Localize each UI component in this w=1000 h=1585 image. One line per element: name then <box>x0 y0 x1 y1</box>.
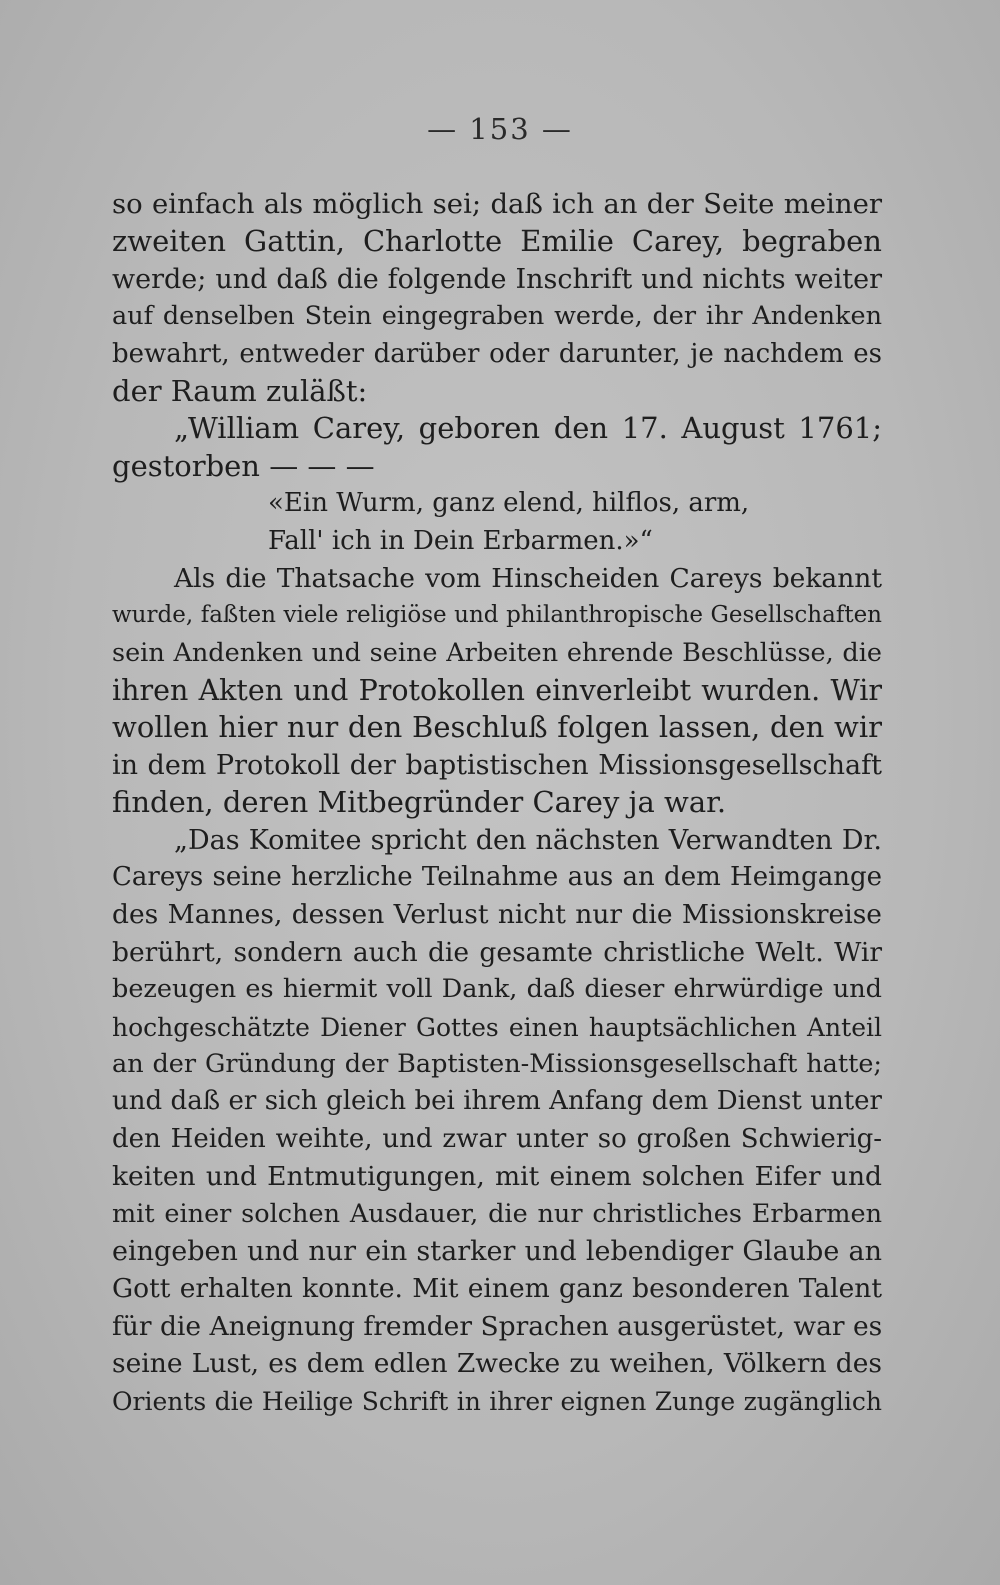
text-line: ihren Akten und Protokollen einverleibt wurden. Wir <box>112 674 882 708</box>
text-line: wollen hier nur den Beschluß folgen lassen, den wir <box>112 710 882 745</box>
verse-line: Fall' ich in Dein Erbarmen.»“ <box>268 525 653 556</box>
text-line: Careys seine herzliche Teilnahme aus an dem Heimgange <box>112 862 882 893</box>
text-line: berührt, sondern auch die gesamte christliche Welt. Wir <box>112 936 882 968</box>
text-line: zweiten Gattin, Charlotte Emilie Carey, begraben <box>112 224 882 259</box>
text-line: und daß er sich gleich bei ihrem Anfang dem Dienst unter <box>112 1086 882 1117</box>
text-line: wurde, faßten viele religiöse und philanthropische Gesellschaften <box>112 602 882 629</box>
text-line: in dem Protokoll der baptistischen Missionsgesellschaft <box>112 749 882 781</box>
text-line: bewahrt, entweder darüber oder darunter, je nachdem es <box>112 338 882 369</box>
text-line: für die Aneignung fremder Sprachen ausgerüstet, war es <box>112 1310 883 1342</box>
text-line: an der Gründung der Baptisten-Missionsgesellschaft hatte; <box>112 1048 882 1079</box>
text-line: des Mannes, dessen Verlust nicht nur die Missionskreise <box>112 899 882 931</box>
text-line: auf denselben Stein eingegraben werde, der ihr Andenken <box>112 301 882 332</box>
text-line: werde; und daß die folgende Inschrift und nichts weiter <box>112 263 882 295</box>
page-number: — 153 — <box>427 112 573 146</box>
body-text <box>112 186 882 1420</box>
text-line: sein Andenken und seine Arbeiten ehrende Beschlüsse, die <box>112 637 882 668</box>
text-line: finden, deren Mitbegründer Carey ja war. <box>112 785 727 820</box>
text-line: Als die Thatsache vom Hinscheiden Careys bekannt <box>174 562 882 594</box>
text-line: hochgeschätzte Diener Gottes einen hauptsächlichen Anteil <box>112 1012 882 1042</box>
text-line: keiten und Entmutigungen, mit einem solchen Eifer und <box>112 1161 882 1193</box>
text-line: „Das Komitee spricht den nächsten Verwandten Dr. <box>174 824 882 856</box>
text-line: bezeugen es hiermit voll Dank, daß dieser ehrwürdige und <box>112 974 882 1005</box>
text-line: eingeben und nur ein starker und lebendiger Glaube an <box>112 1235 882 1267</box>
verse-line: «Ein Wurm, ganz elend, hilflos, arm, <box>268 488 750 519</box>
text-line: „William Carey, geboren den 17. August 1761; <box>174 411 882 446</box>
text-line: der Raum zuläßt: <box>112 373 368 408</box>
text-line: seine Lust, es dem edlen Zwecke zu weihen, Völkern des <box>112 1348 882 1380</box>
text-line: Orients die Heilige Schrift in ihrer eignen Zunge zugänglich <box>112 1386 882 1416</box>
text-line: gestorben — — — <box>112 448 375 483</box>
text-line: den Heiden weihte, und zwar unter so großen Schwierig- <box>112 1123 882 1154</box>
text-line: Gott erhalten konnte. Mit einem ganz besonderen Talent <box>112 1273 882 1305</box>
text-line: mit einer solchen Ausdauer, die nur christliches Erbarmen <box>112 1198 882 1229</box>
text-line: so einfach als möglich sei; daß ich an der Seite meiner <box>112 188 882 220</box>
